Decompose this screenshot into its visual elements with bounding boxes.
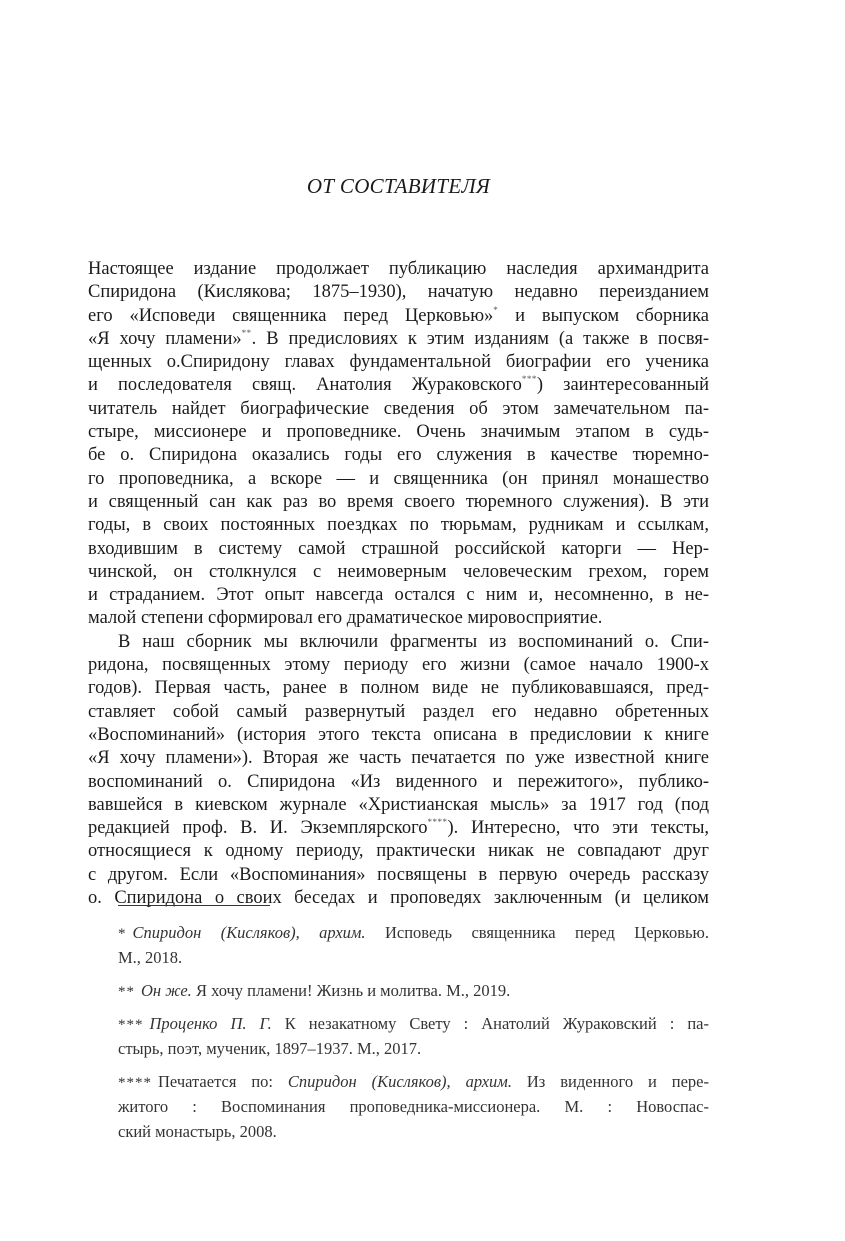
footnote-marker: *	[118, 926, 127, 942]
text-line	[88, 840, 709, 863]
footnote-mark: **	[241, 327, 252, 338]
text-line	[88, 305, 709, 328]
text-segment: «Воспоминаний» (история этого текста описана в предисловии к книге	[88, 724, 709, 745]
text-segment: бе о. Спиридона оказались годы его служения в качестве тюремно-	[88, 445, 709, 466]
text-line	[88, 771, 709, 794]
footnote-marker: **	[118, 984, 135, 1000]
text-line	[88, 584, 709, 607]
text-segment: Настоящее издание продолжает публикацию наследия архимандрита	[88, 259, 709, 279]
text-segment: Спиридона (Кислякова; 1875–1930), начатую недавно переизданием	[88, 282, 709, 303]
footnote-mark: ****	[427, 817, 448, 828]
footnotes	[118, 920, 709, 1152]
text-line	[88, 607, 709, 630]
footnote-text: Я хочу пламени! Жизнь и молитва. М., 2019.	[191, 981, 511, 1000]
text-line	[88, 864, 709, 887]
footnote-line	[118, 1036, 709, 1061]
text-line	[88, 258, 709, 281]
text-segment: вавшейся в киевском журнале «Христианская мысль» за 1917 год (под	[88, 794, 709, 815]
footnote-text: М., 2018.	[118, 948, 183, 967]
text-line	[88, 281, 709, 304]
text-line	[88, 421, 709, 444]
footnote-mark: ***	[521, 374, 537, 385]
paragraph-2	[88, 631, 709, 911]
footnote-text: житого : Воспоминания проповедника-миссионера. М. : Новоспас-	[118, 1097, 709, 1116]
text-segment: чинской, он столкнулся с неимоверным человеческим грехом, горем	[88, 561, 709, 582]
text-line	[88, 328, 709, 351]
footnote-marker: ***	[118, 1017, 144, 1033]
text-segment: и последователя свящ. Анатолия Жураковского	[88, 375, 522, 396]
text-line	[88, 374, 709, 397]
text-segment: . В предисловиях к этим изданиям (а также в посвя-	[251, 328, 709, 349]
footnote-text: Спиридон (Кисляков), архим.	[132, 923, 366, 942]
text-segment: ридона, посвященных этому периоду его жизни (самое начало 1900-х	[88, 655, 709, 676]
text-line	[88, 444, 709, 467]
text-segment: «Я хочу пламени»	[88, 328, 242, 349]
text-segment: его «Исповеди священника перед Церковью»	[88, 305, 494, 326]
page-title: ОТ СОСТАВИТЕЛЯ	[306, 174, 491, 198]
text-line	[88, 654, 709, 677]
text-line	[88, 514, 709, 537]
text-line	[88, 817, 709, 840]
text-line	[88, 794, 709, 817]
footnote-text: Проценко П. Г.	[149, 1014, 272, 1033]
text-segment: ставляет собой самый развернутый раздел его недавно обретенных	[88, 701, 709, 722]
footnote-line	[118, 978, 709, 1003]
text-line	[88, 701, 709, 724]
text-line	[88, 538, 709, 561]
text-line	[88, 631, 709, 654]
text-line	[88, 468, 709, 491]
text-line	[88, 724, 709, 747]
text-segment: го проповедника, а вскоре — и священника (он принял монашество	[88, 468, 709, 489]
footnote-text: Исповедь священника перед Церковью.	[365, 923, 709, 942]
text-segment: стыре, миссионере и проповеднике. Очень значимым этапом в судь-	[88, 422, 709, 443]
footnote-line	[118, 920, 709, 945]
text-segment: с другом. Если «Воспоминания» посвящены в первую очередь рассказу	[88, 864, 709, 885]
footnote-text: ский монастырь, 2008.	[118, 1122, 277, 1141]
footnote-divider	[118, 905, 270, 906]
text-segment: ) заинтересованный	[536, 375, 709, 396]
text-line	[88, 491, 709, 514]
text-segment: годы, в своих постоянных поездках по тюрьмам, рудникам и ссылкам,	[88, 515, 709, 536]
text-segment: воспоминаний о. Спиридона «Из виденного и пережитого», публико-	[88, 771, 709, 792]
text-line	[88, 351, 709, 374]
text-segment: щенных о.Спиридону главах фундаментальной биографии его ученика	[88, 352, 709, 373]
footnote-text: стырь, поэт, мученик, 1897–1937. М., 2017.	[118, 1039, 422, 1058]
footnote-text: Из виденного и пере-	[511, 1072, 709, 1091]
footnote	[118, 1069, 709, 1144]
text-segment: годов). Первая часть, ранее в полном виде не публиковавшаяся, пред-	[88, 678, 709, 699]
text-line	[88, 747, 709, 770]
footnote	[118, 978, 709, 1003]
text-segment: ). Интересно, что эти тексты,	[447, 818, 710, 839]
text-line	[88, 561, 709, 584]
text-line	[88, 887, 709, 910]
footnote-text: Печатается по:	[158, 1072, 288, 1091]
text-line	[88, 398, 709, 421]
footnote-text: Спиридон (Кисляков), архим.	[287, 1072, 512, 1091]
text-segment: читатель найдет биографические сведения об этом замечательном па-	[88, 398, 709, 419]
footnote-line	[118, 945, 709, 970]
footnote-text: Он же.	[141, 981, 192, 1000]
paragraph-1	[88, 258, 709, 631]
footnote-text: К незакатному Свету : Анатолий Жураковский : па-	[271, 1014, 709, 1033]
text-segment: относящиеся к одному периоду, практически никак не совпадают друг	[88, 841, 709, 862]
footnote-line	[118, 1094, 709, 1119]
text-segment: и страданием. Этот опыт навсегда остался с ним и, несомненно, в не-	[88, 585, 709, 606]
text-segment: редакцией проф. В. И. Экземплярского	[88, 818, 428, 839]
footnote	[118, 920, 709, 970]
footnote-line	[118, 1011, 709, 1036]
text-line	[88, 677, 709, 700]
text-segment: «Я хочу пламени»). Вторая же часть печатается по уже известной книге	[88, 748, 709, 769]
footnote	[118, 1011, 709, 1061]
text-segment: малой степени сформировал его драматическое мировосприятие.	[88, 608, 603, 629]
main-text	[88, 258, 709, 910]
footnote-mark: *	[493, 304, 499, 315]
text-segment: и выпуском сборника	[498, 305, 709, 326]
text-segment: и священный сан как раз во время своего тюремного служения). В эти	[88, 491, 709, 512]
text-segment: входившим в систему самой страшной российской каторги — Нер-	[88, 538, 709, 559]
text-segment: о. Спиридона о своих беседах и проповедях заключенным (и целиком	[88, 888, 709, 909]
footnote-marker: ****	[118, 1075, 152, 1091]
footnote-line	[118, 1069, 709, 1094]
text-segment: В наш сборник мы включили фрагменты из воспоминаний о. Спи-	[118, 631, 709, 652]
footnote-line	[118, 1119, 709, 1144]
